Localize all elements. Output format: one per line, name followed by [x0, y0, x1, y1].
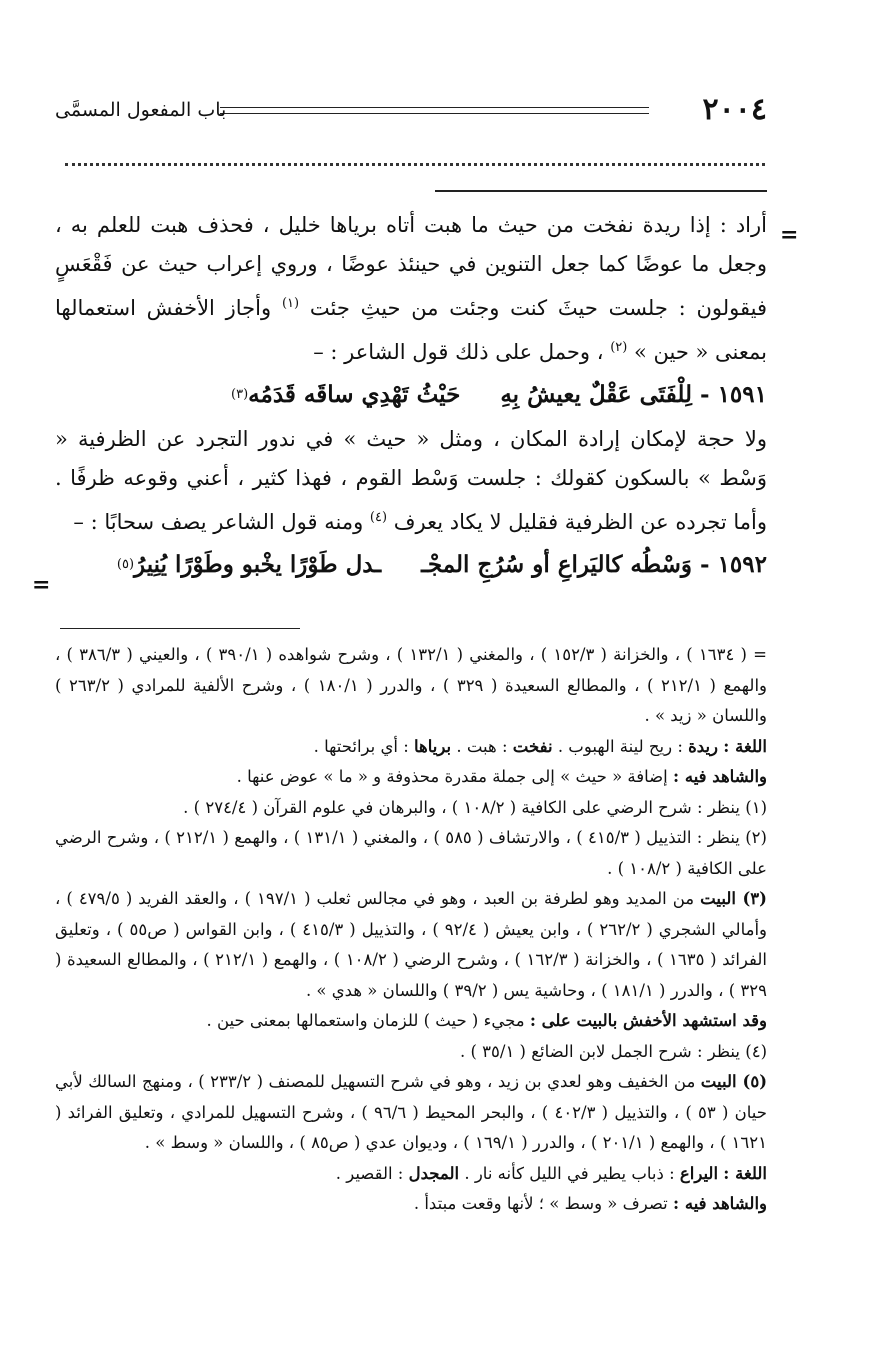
- paragraph-text: ولا حجة لإمكان إرادة المكان ، ومثل « حيث » في ندور التجرد عن الظرفية « وَسْط » بالسكون كقولك : جلست وَسْط القوم ، فهذا كثير ، أعني وقوعه ظرفًا . وأما تجرده عن الظرفية فقليل لا يكاد يعرف: [55, 427, 767, 534]
- page-number: ٢٠٠٤: [702, 92, 767, 127]
- footnote-lugha: [55, 1159, 767, 1190]
- footnote: = ( ١٦٣٤ ) ، والخزانة ( ١٥٢/٣ ) ، والمغني ( ١٣٢/١ ) ، وشرح شواهده ( ٣٩٠/١ ) ، والعيني ( ٣٨٦/٣ ) ، والهمع ( ٢١٢/١ ) ، والمطالع السعيدة ( ٣٢٩ ) ، والدرر ( ١٨٠/١ ) ، وشرح الألفية للمرادي ( ٢٦٣/٢ ) واللسان « زيد » .: [55, 645, 767, 725]
- verse-line: [55, 374, 767, 416]
- label: اللغة :: [723, 736, 767, 756]
- header-double-rule: [220, 107, 649, 114]
- footnote-ref: (٢): [610, 340, 628, 355]
- footnote-5: [55, 1067, 767, 1159]
- verse-hemistich: حَيْثُ تَهْدِي ساقَه قَدَمُه: [248, 381, 461, 408]
- dotted-separator: [65, 163, 765, 176]
- footnote-text: إضافة « حيث » إلى جملة مقدرة محذوفة و « ما » عوض عنها .: [236, 767, 668, 786]
- footnote-lugha: [55, 732, 767, 763]
- label: والشاهد فيه :: [673, 1194, 767, 1213]
- footnote-3: [55, 884, 767, 1006]
- paragraph-text: ومنه قول الشاعر يصف سحابًا : –: [73, 510, 364, 534]
- label: (٣) البيت: [700, 889, 767, 908]
- footnote-2: (٢) ينظر : التذييل ( ٤١٥/٣ ) ، والارتشاف ( ٥٨٥ ) ، والمغني ( ١٣١/١ ) ، والهمع ( ٢١٢/١ ) ، وشرح الرضي على الكافية ( ١٠٨/٢ ) .: [55, 828, 767, 878]
- term: المجدل: [408, 1163, 460, 1183]
- term: نفخت: [512, 736, 553, 756]
- verse-hemistich: ـدل طَوْرًا يخْبو وطَوْرًا يُنِيرُ: [134, 551, 382, 578]
- verse-number: ١٥٩٢ -: [700, 551, 767, 578]
- continuation-mark: =: [780, 222, 799, 248]
- verse-line: [55, 544, 767, 586]
- verse-number: ١٥٩١ -: [700, 381, 767, 408]
- footnotes: [55, 640, 767, 1220]
- verse-hemistich: لِلْفَتَى عَقْلٌ يعيشُ بِهِ: [500, 381, 693, 408]
- definition: : القصير .: [335, 1163, 404, 1183]
- footnote-rule: [60, 628, 300, 629]
- footnote-1: (١) ينظر : شرح الرضي على الكافية ( ١٠٨/٢ ) ، والبرهان في علوم القرآن ( ٢٧٤/٤ ) .: [183, 797, 767, 817]
- paragraph: [55, 206, 767, 372]
- text-separator-rule: [435, 190, 767, 192]
- footnote-3-note: [55, 1006, 767, 1037]
- paragraph-text: وأجاز الأخفش استعمالها بمعنى « حين »: [55, 296, 767, 364]
- page-header: [55, 90, 767, 130]
- paragraph-text: ، وحمل على ذلك قول الشاعر : –: [313, 340, 604, 364]
- footnote-ref: (٣): [231, 387, 249, 402]
- footnote-shahid: [55, 1189, 767, 1220]
- verse-hemistich: وَسْطُه كاليَراعِ أو سُرُجِ المجْـ: [421, 551, 693, 578]
- term: برياها: [414, 736, 452, 756]
- footnote-4: (٤) ينظر : شرح الجمل لابن الضائع ( ٣٥/١ ) .: [459, 1041, 767, 1061]
- definition: : أي برائحتها .: [313, 736, 409, 756]
- term: اليراع: [679, 1163, 719, 1183]
- continuation-mark: =: [32, 572, 51, 598]
- main-text: [55, 206, 767, 590]
- definition: : هبت .: [456, 736, 508, 756]
- footnote-text: مجيء ( حيث ) للزمان واستعمالها بمعنى حين .: [206, 1011, 525, 1030]
- footnote-ref: (٤): [369, 510, 388, 525]
- paragraph: [55, 420, 767, 542]
- term: ريدة: [688, 736, 719, 756]
- label: (٥) البيت: [700, 1072, 768, 1091]
- footnote-text: من المديد وهو لطرفة بن العبد ، وهو في مجالس ثعلب ( ١٩٧/١ ) ، والعقد الفريد ( ٤٧٩/٥ ) ، وأمالي الشجري ( ٢٦٢/٢ ) ، وابن يعيش ( ٩٢/٤ ) ، والتذييل ( ٤١٥/٣ ) ، وابن القواس ( ص٥٥ ) ، وتعليق الفرائد ( ١٦٣٥ ) ، والخزانة ( ١٦٢/٣ ) ، وشرح الرضي ( ١٠٨/٢ ) ، والهمع ( ٢١٢/١ ) ، والمطالع السعيدة ( ٣٢٩ ) ، والدرر ( ١٨١/١ ) ، وحاشية يس ( ٣٩/٢ ) واللسان « هدي » .: [55, 889, 767, 1000]
- paragraph-text: أراد : إذا ريدة نفخت من حيث ما هبت أتاه برياها خليل ، فحذف هبت للعلم به ، وجعل ما عوضًا كما جعل التنوين في حينئذ عوضًا ، وروي إعراب حيث عن فَقْعَسٍ فيقولون : جلست حيثَ كنت وجئت من حيثِ جئت: [55, 213, 767, 320]
- footnote-ref: (٥): [116, 557, 135, 572]
- footnote-text: من الخفيف وهو لعدي بن زيد ، وهو في شرح التسهيل للمصنف ( ٢٣٣/٢ ) ، ومنهج السالك لأبي حيان ( ٥٣ ) ، والتذييل ( ٤٠٢/٣ ) ، والبحر المحيط ( ٩٦/٦ ) ، وشرح التسهيل للمرادي ، وتعليق الفرائد ( ١٦٢١ ) ، والهمع ( ٢٠١/١ ) ، والدرر ( ١٦٩/١ ) ، وديوان عدي ( ص٨٥ ) ، واللسان « وسط » .: [55, 1072, 767, 1152]
- footnote-ref: (١): [281, 296, 300, 311]
- chapter-title: باب المفعول المسمَّى: [55, 99, 227, 121]
- definition: : ذباب يطير في الليل كأنه نار .: [464, 1163, 675, 1183]
- label: والشاهد فيه :: [673, 767, 767, 786]
- footnote-shahid: [55, 762, 767, 793]
- label: اللغة :: [723, 1163, 767, 1183]
- label: وقد استشهد الأخفش بالبيت على :: [529, 1011, 767, 1030]
- footnote-text: تصرف « وسط » ؛ لأنها وقعت مبتدأ .: [413, 1194, 668, 1213]
- definition: : ريح لينة الهبوب .: [557, 736, 683, 756]
